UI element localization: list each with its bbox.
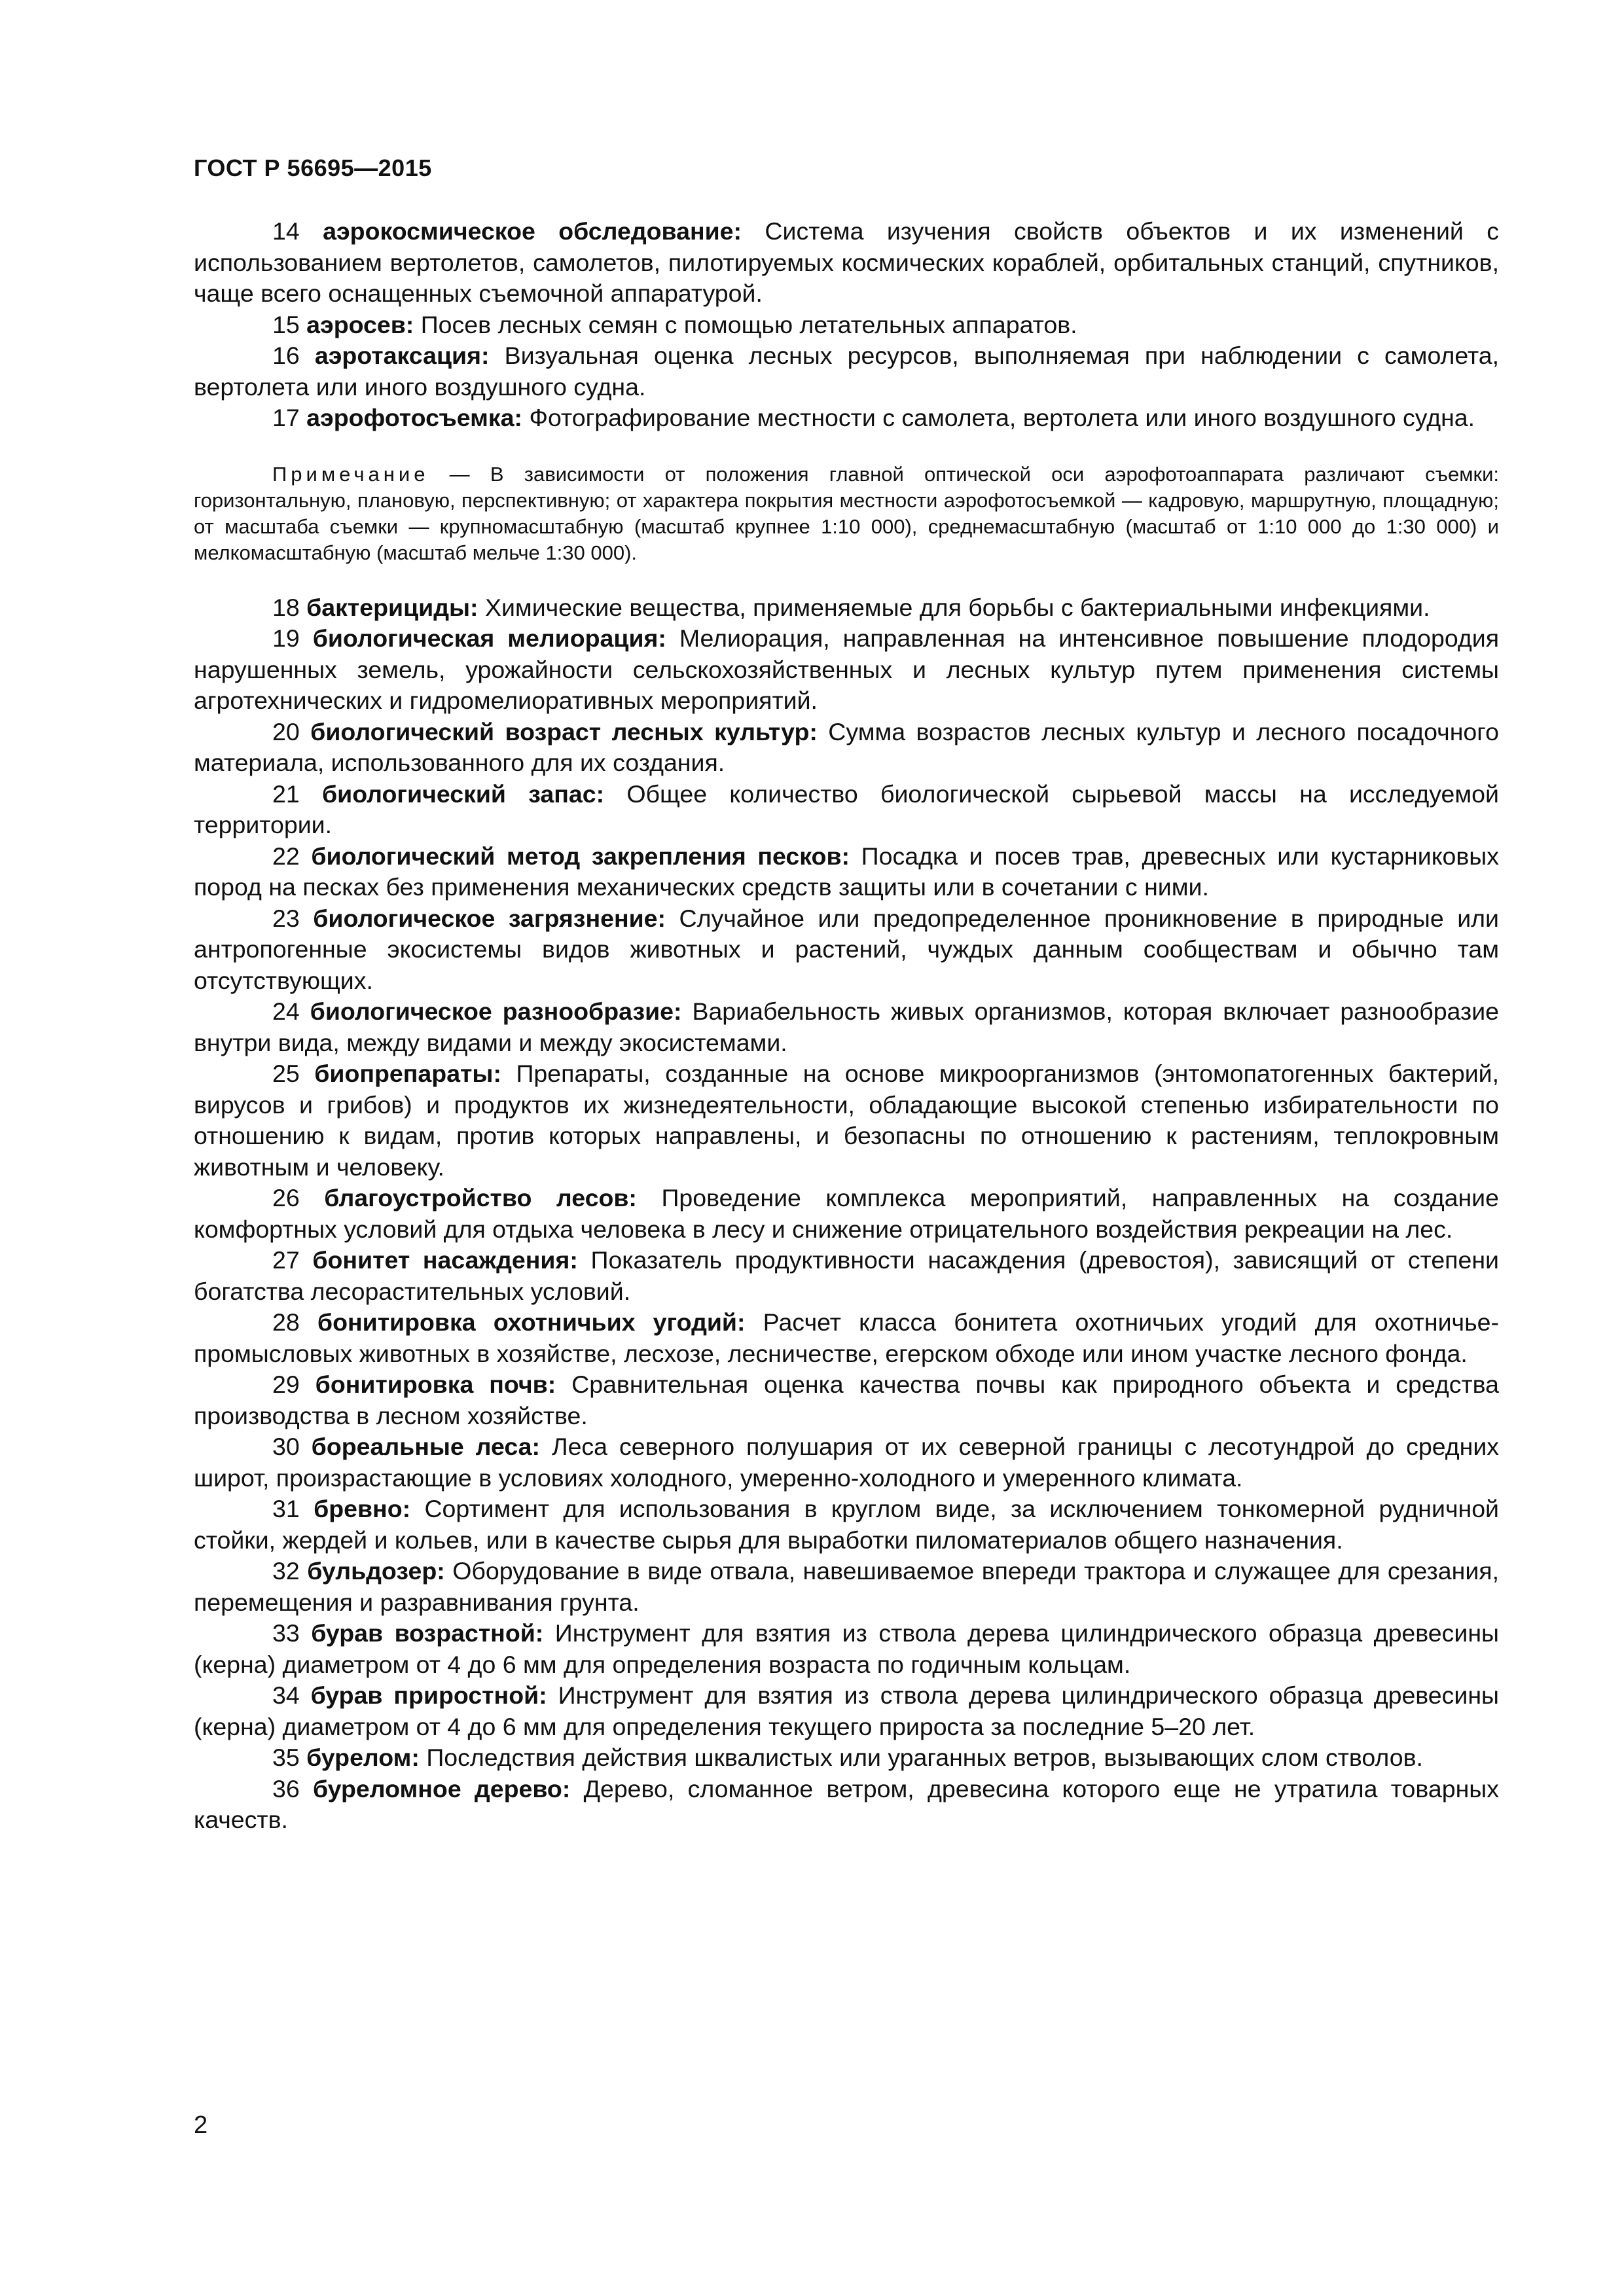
term-name: бореальные леса: <box>311 1433 541 1460</box>
term-entry <box>194 403 1499 434</box>
term-entry <box>194 1431 1499 1494</box>
terms-list-after-note <box>194 592 1499 1836</box>
term-name: биологическое загрязнение: <box>313 904 666 932</box>
term-name: аэрокосмическое обследование: <box>323 217 742 245</box>
term-name: буреломное дерево: <box>312 1774 571 1803</box>
term-number: 36 <box>272 1774 300 1803</box>
term-entry <box>194 1774 1499 1836</box>
term-definition: Показатель продуктивности насаждения (древостоя), зависящий от степени богатства лесорастительных условий. <box>194 1246 1500 1305</box>
term-entry <box>194 1742 1499 1774</box>
term-name: аэросев: <box>306 310 414 338</box>
term-definition: Сумма возрастов лесных культур и лесного посадочного материала, использованного для их создания. <box>194 717 1499 776</box>
term-name: биологический возраст лесных культур: <box>310 717 818 745</box>
term-name: биологическая мелиорация: <box>312 624 666 652</box>
term-definition: Общее количество биологической сырьевой массы на исследуемой территории. <box>194 780 1499 838</box>
term-entry <box>194 592 1499 624</box>
term-name: бульдозер: <box>307 1557 445 1585</box>
term-definition: Дерево, сломанное ветром, древесина которого еще не утратила товарных качеств. <box>194 1774 1499 1833</box>
term-definition: Случайное или предопределенное проникновение в природные или антропогенные экосистемы видов животных и растений, чуждых данным сообществам и обычно там отсутствующих. <box>194 904 1499 994</box>
term-number: 20 <box>272 717 300 745</box>
term-name: бурелом: <box>306 1744 420 1771</box>
term-definition: Посев лесных семян с помощью летательных аппаратов. <box>420 310 1077 338</box>
term-number: 17 <box>272 404 300 431</box>
term-name: биологическое разнообразие: <box>310 997 682 1025</box>
term-number: 25 <box>272 1060 300 1087</box>
term-entry <box>194 1556 1499 1618</box>
note-label: Примечание <box>272 462 429 486</box>
page-number: 2 <box>194 2111 208 2139</box>
term-number: 28 <box>272 1308 300 1336</box>
term-name: биопрепараты: <box>314 1060 501 1087</box>
term-name: бактерициды: <box>306 593 478 621</box>
term-number: 19 <box>272 624 300 652</box>
term-name: бонитет насаждения: <box>312 1246 578 1274</box>
term-entry <box>194 1058 1499 1183</box>
term-name: благоустройство лесов: <box>324 1184 637 1211</box>
term-number: 16 <box>272 342 300 369</box>
term-definition: Мелиорация, направленная на интенсивное повышение плодородия нарушенных земель, урожайности сельскохозяйственных и лесных культур путем применения системы агротехнических и гидромелиоративных мероприятий. <box>194 624 1500 714</box>
term-entry <box>194 216 1499 310</box>
term-number: 30 <box>272 1433 300 1460</box>
term-entry <box>194 779 1499 841</box>
term-number: 23 <box>272 904 300 932</box>
term-entry <box>194 1680 1499 1742</box>
term-name: бонитировка почв: <box>315 1371 556 1398</box>
term-number: 32 <box>272 1557 300 1585</box>
note-text: — В зависимости от положения главной оптической оси аэрофотоаппарата различают съемки: горизонтальную, плановую, перспективную; от характера покрытия местности аэрофотосъемкой — кадровую, маршрутную, площадную; от масштаба съемки — крупномасштабную (масштаб крупнее 1:10 000), среднемасштабную (масштаб от 1:10 000 до 1:30 000) и мелкомасштабную (масштаб мельче 1:30 000). <box>194 462 1499 564</box>
term-definition: Оборудование в виде отвала, навешиваемое впереди трактора и служащее для срезания, перемещения и разравнивания грунта. <box>194 1557 1499 1616</box>
term-entry <box>194 1245 1499 1307</box>
term-definition: Последствия действия шквалистых или ураганных ветров, вызывающих слом стволов. <box>426 1744 1423 1771</box>
term-number: 26 <box>272 1184 300 1211</box>
term-name: биологический метод закрепления песков: <box>311 842 850 870</box>
term-entry <box>194 903 1499 997</box>
term-definition: Проведение комплекса мероприятий, направленных на создание комфортных условий для отдыха человека в лесу и снижение отрицательного воздействия рекреации на лес. <box>194 1184 1499 1243</box>
term-number: 29 <box>272 1371 300 1398</box>
term-definition: Препараты, созданные на основе микроорганизмов (энтомопатогенных бактерий, вирусов и грибов) и продуктов их жизнедеятельности, обладающие высокой степенью избирательности по отношению к видам, против которых направлены, и безопасны по отношению к растениям, теплокровным животным и человеку. <box>194 1060 1500 1181</box>
term-name: бурав возрастной: <box>311 1619 544 1647</box>
term-entry <box>194 340 1499 403</box>
term-number: 35 <box>272 1744 300 1771</box>
term-number: 24 <box>272 997 300 1025</box>
terms-list-before-note <box>194 216 1499 434</box>
terms-content <box>194 216 1499 1836</box>
term-entry <box>194 996 1499 1058</box>
term-name: бонитировка охотничьих угодий: <box>317 1308 746 1336</box>
term-number: 33 <box>272 1619 300 1647</box>
term-entry <box>194 1183 1499 1245</box>
term-entry <box>194 310 1499 341</box>
term-name: аэротаксация: <box>314 342 490 369</box>
term-entry <box>194 717 1499 779</box>
term-definition: Визуальная оценка лесных ресурсов, выполняемая при наблюдении с самолета, вертолета или иного воздушного судна. <box>194 342 1499 401</box>
term-definition: Сравнительная оценка качества почвы как природного объекта и средства производства в лесном хозяйстве. <box>194 1371 1500 1429</box>
term-entry <box>194 1307 1499 1369</box>
term-number: 27 <box>272 1246 300 1274</box>
document-code-header: ГОСТ Р 56695—2015 <box>194 154 432 181</box>
term-entry <box>194 841 1499 903</box>
term-number: 22 <box>272 842 300 870</box>
term-entry <box>194 1494 1499 1556</box>
term-definition: Фотографирование местности с самолета, вертолета или иного воздушного судна. <box>529 404 1475 431</box>
term-definition: Расчет класса бонитета охотничьих угодий для охотничье-промысловых животных в хозяйстве, лесхозе, лесничестве, егерском обходе или ином участке лесного фонда. <box>194 1308 1499 1367</box>
term-entry <box>194 623 1499 717</box>
term-number: 34 <box>272 1681 300 1709</box>
term-definition: Вариабельность живых организмов, которая включает разнообразие внутри вида, между видами и между экосистемами. <box>194 997 1499 1056</box>
term-entry <box>194 1618 1499 1680</box>
term-definition: Система изучения свойств объектов и их изменений с использованием вертолетов, самолетов, пилотируемых космических кораблей, орбитальных станций, спутников, чаще всего оснащенных съемочной аппаратурой. <box>194 217 1499 307</box>
term-number: 14 <box>272 217 300 245</box>
term-number: 21 <box>272 780 300 808</box>
term-name: биологический запас: <box>321 780 605 808</box>
term-definition: Химические вещества, применяемые для борьбы с бактериальными инфекциями. <box>484 593 1430 621</box>
term-name: бурав приростной: <box>310 1681 547 1709</box>
term-number: 15 <box>272 310 300 338</box>
term-definition: Инструмент для взятия из ствола дерева цилиндрического образца древесины (керна) диаметром от 4 до 6 мм для определения текущего прироста за последние 5–20 лет. <box>194 1681 1500 1740</box>
term-definition: Леса северного полушария от их северной границы с лесотундрой до средних широт, произрастающие в условиях холодного, умеренно-холодного и умеренного климата. <box>194 1433 1500 1492</box>
term-name: аэрофотосъемка: <box>306 404 523 431</box>
term-number: 18 <box>272 593 300 621</box>
term-definition: Сортимент для использования в круглом виде, за исключением тонкомерной рудничной стойки, жердей и кольев, или в качестве сырья для выработки пиломатериалов общего назначения. <box>194 1495 1500 1554</box>
note-block <box>194 461 1499 566</box>
term-name: бревно: <box>314 1495 411 1522</box>
term-number: 31 <box>272 1495 300 1522</box>
term-definition: Инструмент для взятия из ствола дерева цилиндрического образца древесины (керна) диаметром от 4 до 6 мм для определения возраста по годичным кольцам. <box>194 1619 1499 1678</box>
term-entry <box>194 1369 1499 1431</box>
term-definition: Посадка и посев трав, древесных или кустарниковых пород на песках без применения механических средств защиты или в сочетании с ними. <box>194 842 1500 901</box>
